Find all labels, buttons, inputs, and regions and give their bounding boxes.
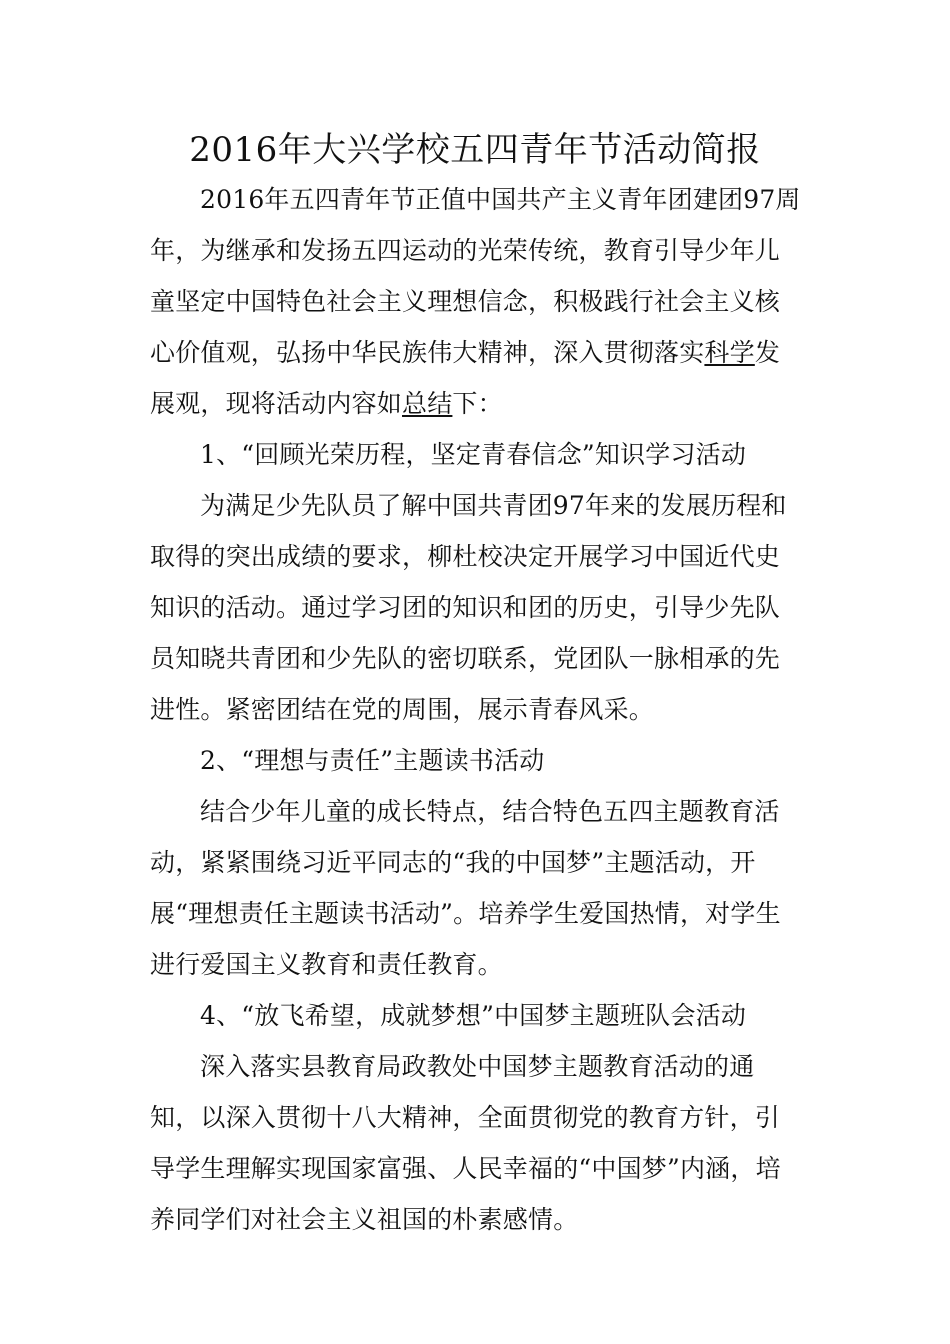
section-2-line-4: 进行爱国主义教育和责任教育。 [150, 950, 503, 979]
section-2-line-3: 展“理想责任主题读书活动”。培养学生爱国热情，对学生 [150, 899, 781, 928]
section-1-line-5: 进性。紧密团结在党的周围，展示青春风采。 [150, 695, 655, 724]
section-2-line-2: 动，紧紧围绕习近平同志的“我的中国梦”主题活动，开 [150, 848, 756, 877]
keyword-link-summary[interactable]: 总结 [402, 389, 453, 418]
section-2-line-1: 结合少年儿童的成长特点，结合特色五四主题教育活 [200, 797, 780, 826]
section-1-line-4: 员知晓共青团和少先队的密切联系，党团队一脉相承的先 [150, 644, 781, 673]
section-4-line-1: 深入落实县教育局政教处中国梦主题教育活动的通 [200, 1052, 755, 1081]
document-title: 2016年大兴学校五四青年节活动简报 [189, 130, 761, 170]
intro-line-4-text-b: 发 [754, 338, 781, 367]
section-2-heading: 2、“理想与责任”主题读书活动 [200, 746, 545, 775]
section-1-line-2: 取得的突出成绩的要求，柳杜校决定开展学习中国近代史 [150, 542, 781, 571]
section-4-line-2: 知，以深入贯彻十八大精神，全面贯彻党的教育方针，引 [150, 1103, 781, 1132]
intro-line-2: 年，为继承和发扬五四运动的光荣传统，教育引导少年儿 [150, 236, 781, 265]
intro-line-5 [150, 386, 503, 422]
intro-line-5-text-b: 下： [452, 389, 503, 418]
intro-line-5-text-a: 展观，现将活动内容如 [150, 389, 403, 418]
section-4-line-4: 养同学们对社会主义祖国的朴素感情。 [150, 1205, 579, 1234]
section-4-line-3: 导学生理解实现国家富强、人民幸福的“中国梦”内涵，培 [150, 1154, 781, 1183]
section-1-line-1: 为满足少先队员了解中国共青团97年来的发展历程和 [200, 491, 787, 520]
keyword-link-science[interactable]: 科学 [704, 338, 755, 367]
intro-line-4-text-a: 心价值观，弘扬中华民族伟大精神，深入贯彻落实 [150, 338, 705, 367]
intro-line-4 [150, 335, 780, 371]
section-4-heading: 4、“放飞希望，成就梦想”中国梦主题班队会活动 [200, 1001, 747, 1030]
section-1-line-3: 知识的活动。通过学习团的知识和团的历史，引导少先队 [150, 593, 781, 622]
section-1-heading: 1、“回顾光荣历程，坚定青春信念”知识学习活动 [200, 440, 747, 469]
intro-line-3: 童坚定中国特色社会主义理想信念，积极践行社会主义核 [150, 287, 781, 316]
intro-line-1: 2016年五四青年节正值中国共产主义青年团建团97周 [200, 185, 801, 214]
